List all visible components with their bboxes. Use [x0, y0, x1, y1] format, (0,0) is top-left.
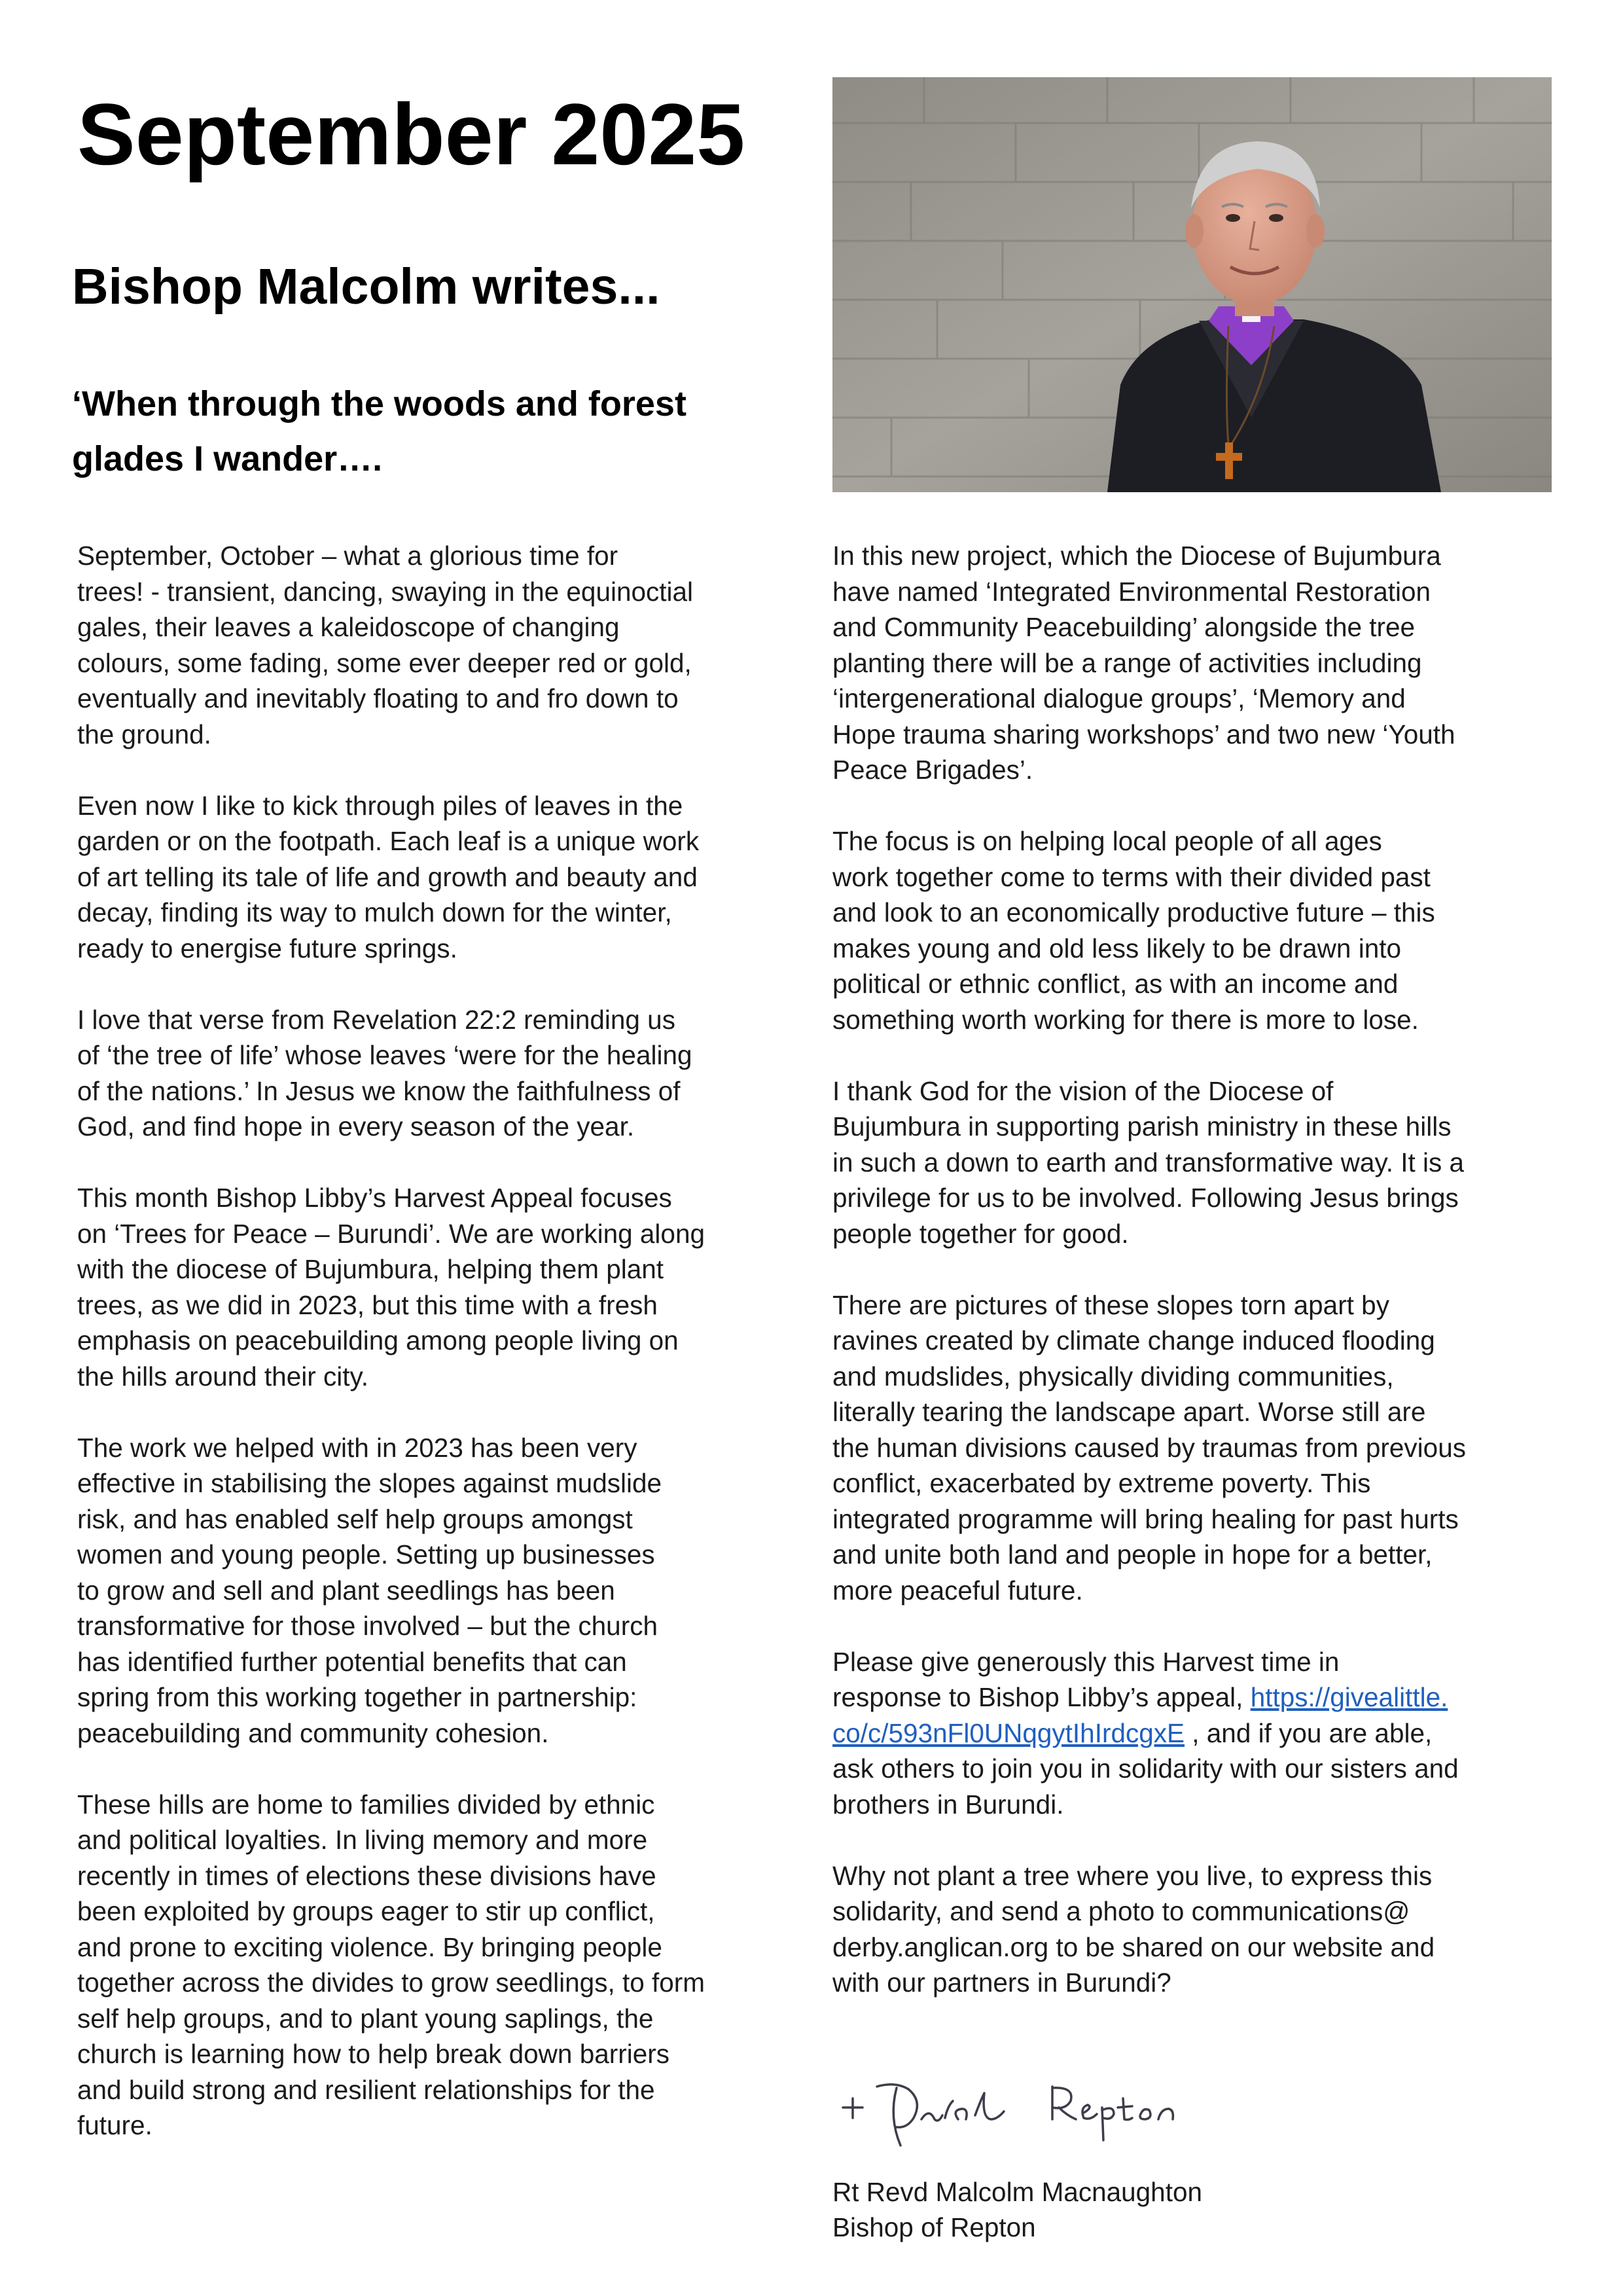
appeal-text-after: , and if you are able, ask others to join you in solidarity with our sisters and brothers in Burundi. [832, 1717, 1459, 1820]
article-heading: Bishop Malcolm writes... [72, 259, 660, 315]
paragraph: The work we helped with in 2023 has been very effective in stabilising the slopes against mudslide risk, and has enabled self help groups amongst women and young people. Setting up businesses to grow and sell and plant seedlings has been transformative for those involved – but the church has identified further potential benefits that can spring from this working together in partnership: peacebuilding and community cohesion. [77, 1432, 662, 1748]
author-name: Rt Revd Malcolm Macnaughton [832, 2177, 1203, 2207]
paragraph: I love that verse from Revelation 22:2 reminding us of ‘the tree of life’ whose leaves ‘were for the healing of the nations.’ In Jesus we know the faithfulness of God, and find hope in every season of the year. [77, 1004, 692, 1141]
paragraph: In this new project, which the Diocese of Bujumbura have named ‘Integrated Environmental Restoration and Community Peacebuilding’ alongside the tree planting there will be a range of activities including ‘intergenerational dialogue groups’, ‘Memory and Hope trauma sharing workshops’ and two new ‘Youth Peace Brigades’. [832, 541, 1455, 785]
paragraph: There are pictures of these slopes torn apart by ravines created by climate change induced flooding and mudslides, physically dividing communities, literally tearing the landscape apart. Worse still are the human divisions caused by traumas from previous conflict, exacerbated by extreme poverty. This integrated programme will bring healing for past hurts and unite both land and people in hope for a better, more peaceful future. [832, 1289, 1466, 1605]
left-column [77, 538, 804, 2179]
paragraph: The focus is on helping local people of all ages work together come to terms with their divided past and look to an economically productive future – this makes young and old less likely to be drawn into political or ethnic conflict, as with an income and something worth working for there is more to lose. [832, 826, 1435, 1035]
paragraph: Why not plant a tree where you live, to express this solidarity, and send a photo to communications@ derby.anglican.org to be shared on our website and with our partners in Burundi? [832, 1860, 1435, 1998]
right-column [832, 538, 1559, 2036]
author-title: Bishop of Repton [832, 2212, 1036, 2242]
page-title: September 2025 [77, 86, 745, 183]
paragraph: September, October – what a glorious time for trees! - transient, dancing, swaying in the equinoctial gales, their leaves a kaleidoscope of changing colours, some fading, some ever deeper red or gold, eventually and inevitably floating to and fro down to the ground. [77, 541, 694, 749]
appeal-paragraph [832, 1644, 1559, 1823]
appeal-text-before: Please give generously this Harvest time in response to Bishop Libby’s appeal, [832, 1646, 1340, 1712]
bishop-photo [832, 77, 1552, 492]
handwritten-signature [836, 2055, 1203, 2153]
paragraph: These hills are home to families divided by ethnic and political loyalties. In living memory and more recently in times of elections these divisions have been exploited by groups eager to stir up conflict, and prone to exciting violence. By bringing people together across the divides to grow seedlings, to form self help groups, and to plant young saplings, the church is learning how to help break down barriers and build strong and resilient relationships for the future. [77, 1789, 705, 2140]
paragraph: This month Bishop Libby’s Harvest Appeal focuses on ‘Trees for Peace – Burundi’. We are working along with the diocese of Bujumbura, helping them plant trees, as we did in 2023, but this time with a fresh emphasis on peacebuilding among people living on the hills around their city. [77, 1183, 705, 1391]
appeal-link[interactable]: https://givealittle. co/c/593nFl0UNqgytIhIrdcgxE [832, 1682, 1448, 1748]
quote-heading: ‘When through the woods and forest glades I wander…. [72, 384, 687, 478]
paragraph: Even now I like to kick through piles of leaves in the garden or on the footpath. Each leaf is a unique work of art telling its tale of life and growth and beauty and decay, finding its way to mulch down for the winter, ready to energise future springs. [77, 790, 700, 963]
paragraph: I thank God for the vision of the Diocese of Bujumbura in supporting parish ministry in these hills in such a down to earth and transformative way. It is a privilege for us to be involved. Following Jesus brings people together for good. [832, 1075, 1464, 1249]
